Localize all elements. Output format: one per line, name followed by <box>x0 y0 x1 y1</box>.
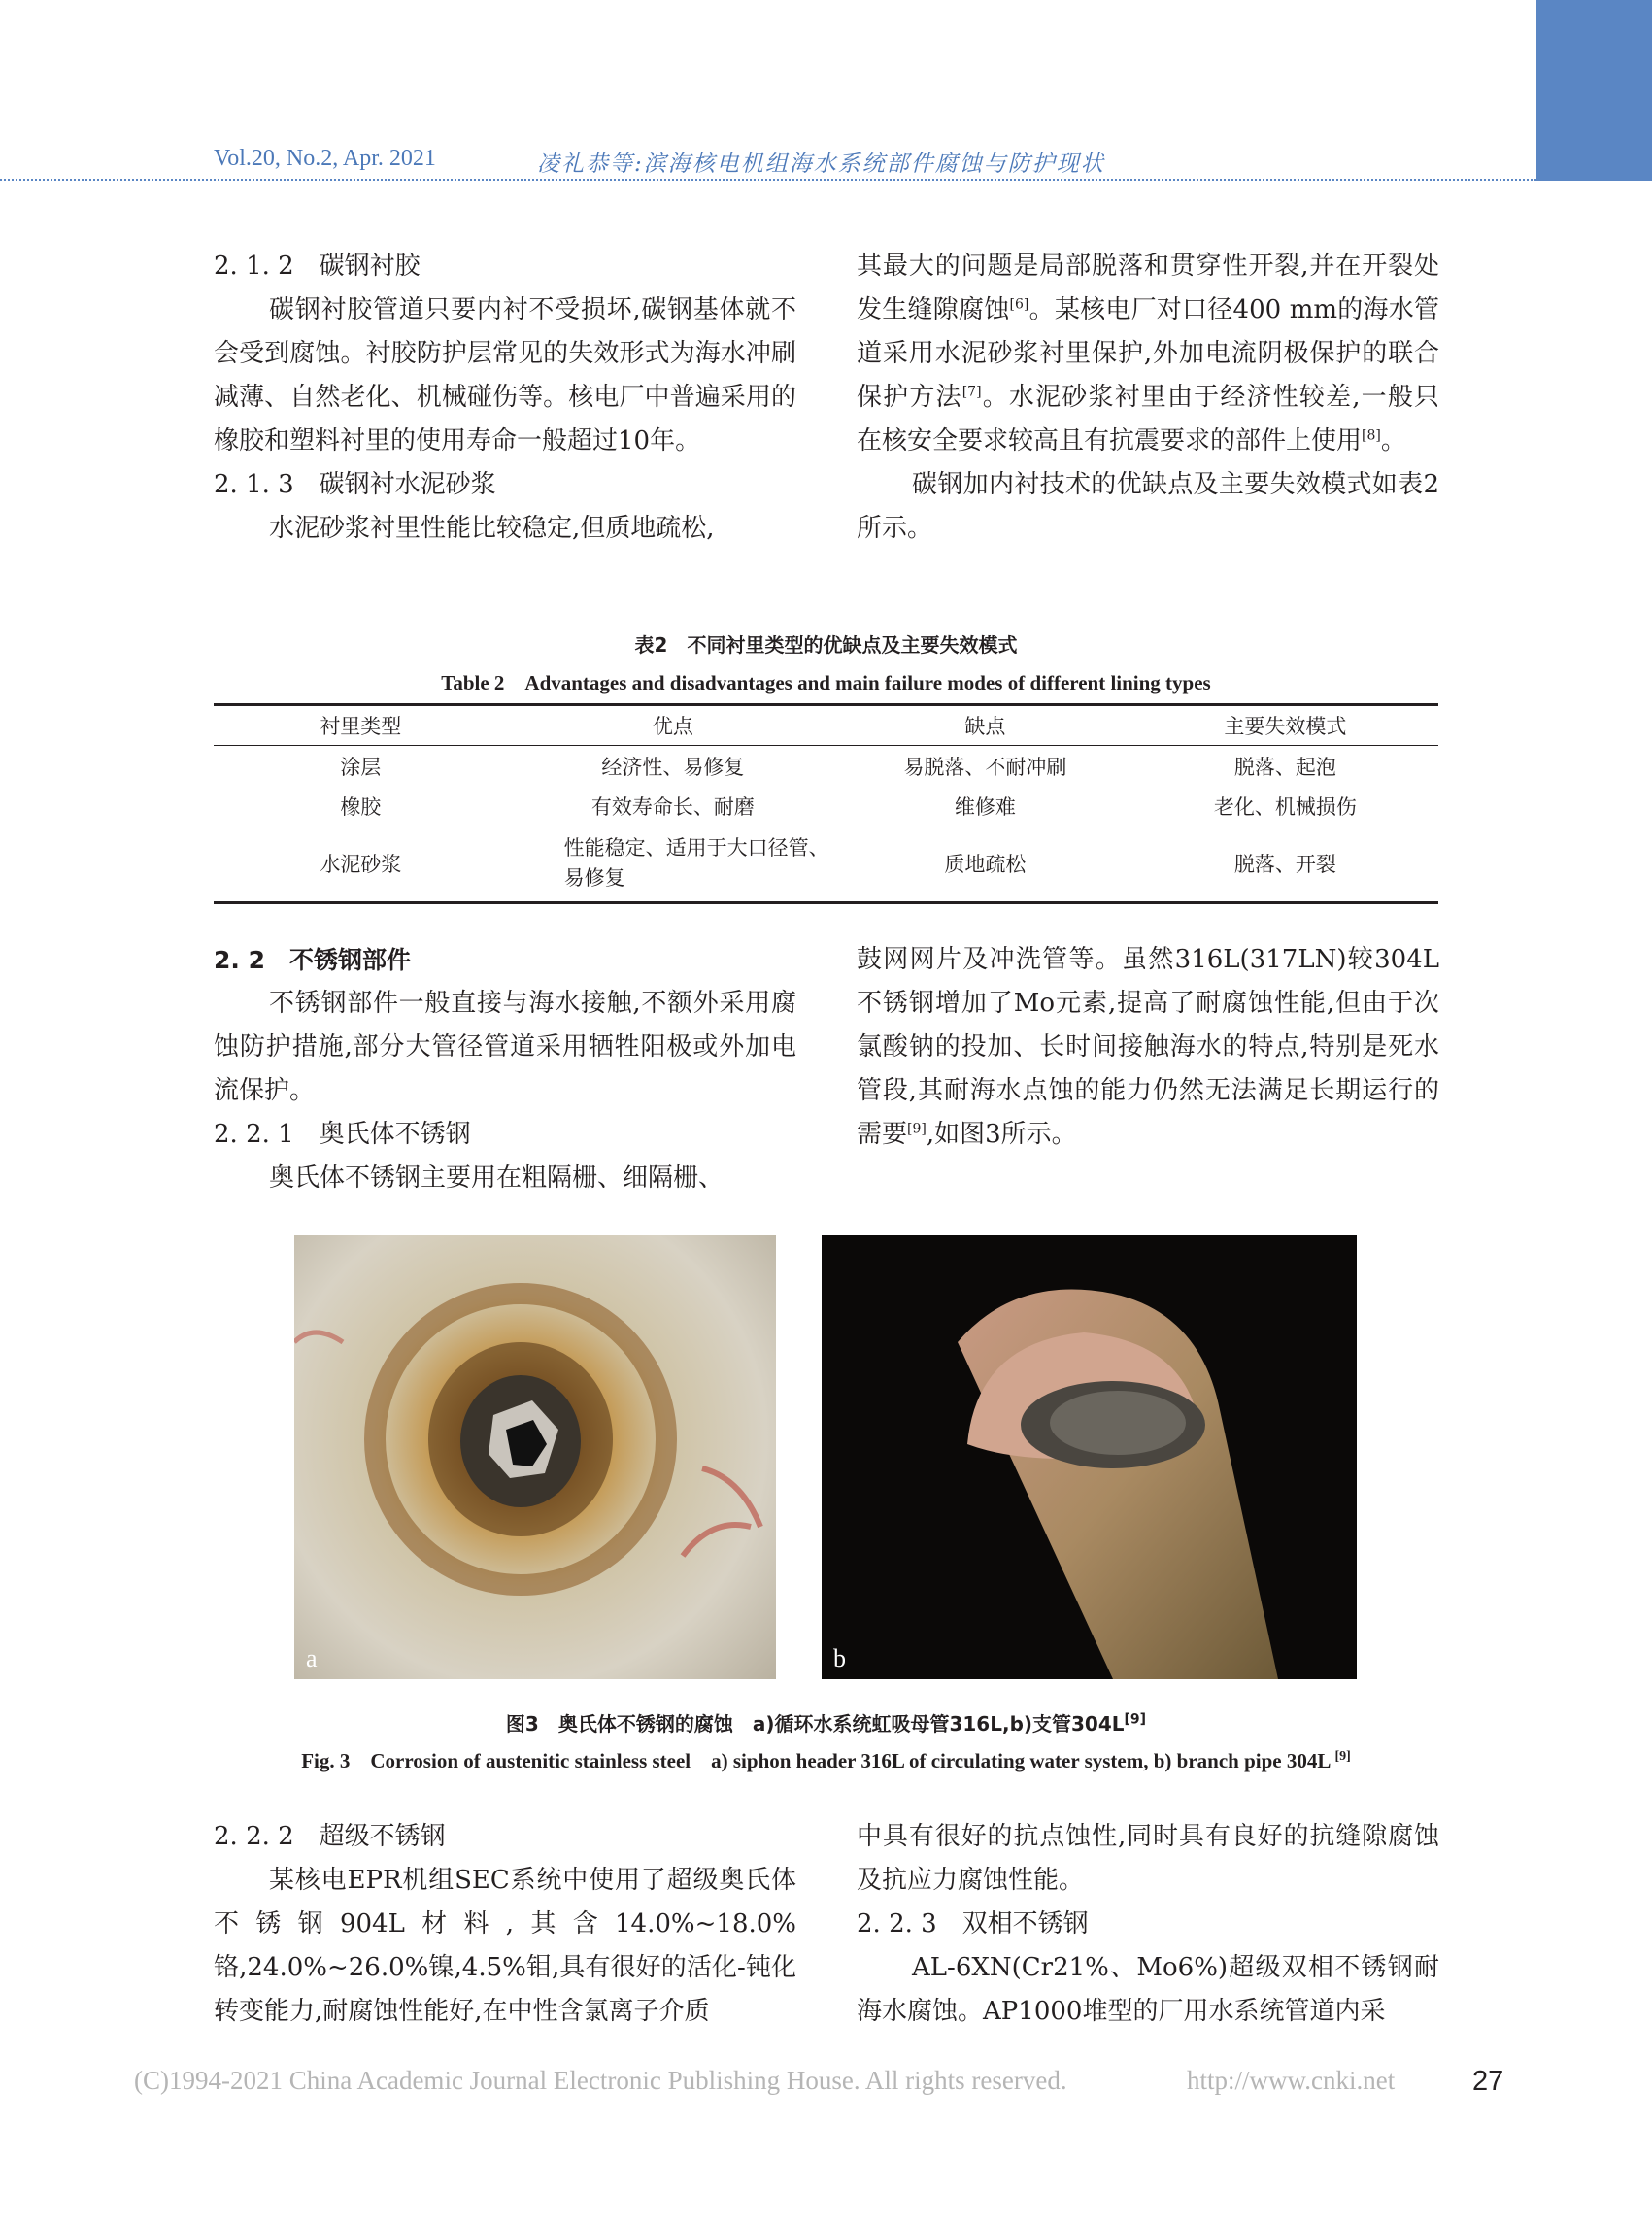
corner-color-tab <box>1536 0 1652 181</box>
table-row <box>214 746 1438 787</box>
paragraph: 碳钢衬胶管道只要内衬不受损坏,碳钢基体就不会受到腐蚀。衬胶防护层常见的失效形式为海水冲刷减薄、自然老化、机械碰伤等。核电厂中普遍采用的橡胶和塑料衬里的使用寿命一般超过10年。 <box>214 295 796 455</box>
heading-2-2: 2. 2 不锈钢部件 <box>214 946 411 974</box>
lower-right-column <box>857 1815 1439 2034</box>
table-cell: 性能稳定、适用于大口径管、易修复 <box>563 836 829 890</box>
citation: [7] <box>961 384 982 400</box>
table-cell: 水泥砂浆 <box>320 853 402 876</box>
cnki-url[interactable]: http://www.cnki.net <box>1187 2066 1396 2095</box>
middle-left-column <box>214 938 796 1200</box>
figure-caption-cn: 图3 奥氏体不锈钢的腐蚀 a)循环水系统虹吸母管316L,b)支管304L[9] <box>505 1711 1147 1736</box>
heading-2-1-2: 2. 1. 2 碳钢衬胶 <box>214 252 421 281</box>
table-cell: 易脱落、不耐冲刷 <box>903 755 1067 779</box>
table-cell: 维修难 <box>954 794 1016 819</box>
paragraph: 奥氏体不锈钢主要用在粗隔栅、细隔栅、 <box>269 1163 725 1193</box>
citation: [9] <box>907 1121 927 1137</box>
table-row <box>214 786 1438 826</box>
paragraph: 不锈钢部件一般直接与海水接触,不额外采用腐蚀防护措施,部分大管径管道采用牺牲阳极或外加电流保护。 <box>214 989 796 1105</box>
panel-label-a: a <box>306 1644 318 1672</box>
photo-siphon-header-corrosion <box>294 1235 776 1679</box>
figure-caption-en: Fig. 3 Corrosion of austenitic stainless steel a) siphon header 316L of circulating water system, b) branch pipe 304L [9] <box>301 1749 1351 1772</box>
column-header: 优点 <box>652 715 693 738</box>
table-cell: 有效寿命长、耐磨 <box>590 794 755 819</box>
column-header: 主要失效模式 <box>1224 715 1347 738</box>
table-caption-en: Table 2 Advantages and disadvantages and main failure modes of different lining types <box>441 671 1211 694</box>
citation: [9] <box>1334 1749 1351 1764</box>
citation: [8] <box>1362 427 1381 444</box>
citation: [9] <box>1124 1711 1147 1728</box>
table-cell: 橡胶 <box>340 794 382 819</box>
heading-2-2-3: 2. 2. 3 双相不锈钢 <box>857 1909 1089 1938</box>
upper-right-column <box>857 245 1439 551</box>
column-header: 缺点 <box>964 715 1006 738</box>
journal-issue: Vol.20, No.2, Apr. 2021 <box>214 146 436 171</box>
table-cell: 老化、机械损伤 <box>1213 794 1357 819</box>
running-header <box>0 144 1536 183</box>
header-dotted-rule <box>0 179 1536 181</box>
column-header: 衬里类型 <box>320 715 402 738</box>
paragraph: 鼓网网片及冲洗管等。虽然316L(317LN)较304L不锈钢增加了Mo元素,提高了耐腐蚀性能,但由于次氯酸钠的投加、长时间接触海水的特点,特别是死水管段,其耐海水点蚀的能力仍然无法满足长期运行的需要[9],如图3所示。 <box>857 945 1439 1149</box>
paragraph: 碳钢加内衬技术的优缺点及主要失效模式如表2所示。 <box>857 470 1439 543</box>
running-title: 凌礼恭等:滨海核电机组海水系统部件腐蚀与防护现状 <box>537 152 1105 177</box>
citation: [6] <box>1009 296 1029 313</box>
lower-left-column <box>214 1815 796 2034</box>
paragraph: 某核电EPR机组SEC系统中使用了超级奥氏体不锈钢904L材料,其含14.0%~18.0%铬,24.0%~26.0%镍,4.5%钼,具有很好的活化-钝化转变能力,耐腐蚀性能好,在中性含氯离子介质 <box>214 1866 796 2026</box>
table-cell: 涂层 <box>340 755 382 779</box>
copyright-notice: (C)1994-2021 China Academic Journal Electronic Publishing House. All rights reserved. <box>134 2066 1067 2095</box>
photo-branch-pipe-corrosion <box>822 1235 1357 1679</box>
paragraph: 水泥砂浆衬里性能比较稳定,但质地疏松, <box>269 514 715 543</box>
paragraph: 中具有很好的抗点蚀性,同时具有良好的抗缝隙腐蚀及抗应力腐蚀性能。 <box>857 1822 1439 1895</box>
page-number: 27 <box>1472 2066 1504 2097</box>
heading-2-1-3: 2. 1. 3 碳钢衬水泥砂浆 <box>214 470 496 499</box>
upper-left-column <box>214 245 796 551</box>
table-cell: 脱落、起泡 <box>1233 755 1336 779</box>
table-header-row <box>214 705 1438 746</box>
paragraph: 其最大的问题是局部脱落和贯穿性开裂,并在开裂处发生缝隙腐蚀[6]。某核电厂对口径400 mm的海水管道采用水泥砂浆衬里保护,外加电流阴极保护的联合保护方法[7]。水泥砂浆衬里由于经济性较差,一般只在核安全要求较高且有抗震要求的部件上使用[8]。 <box>857 252 1439 455</box>
table-cell: 质地疏松 <box>944 853 1027 876</box>
middle-right-column <box>857 938 1439 1157</box>
panel-label-b: b <box>833 1644 846 1672</box>
heading-2-2-2: 2. 2. 2 超级不锈钢 <box>214 1822 446 1851</box>
paragraph: AL-6XN(Cr21%、Mo6%)超级双相不锈钢耐海水腐蚀。AP1000堆型的厂用水系统管道内采 <box>857 1953 1439 2026</box>
table-caption-cn: 表2 不同衬里类型的优缺点及主要失效模式 <box>634 633 1018 657</box>
table-cell: 经济性、易修复 <box>601 755 745 779</box>
lining-types-table <box>214 703 1438 904</box>
table-row <box>214 826 1438 903</box>
heading-2-2-1: 2. 2. 1 奥氏体不锈钢 <box>214 1120 471 1149</box>
table-cell: 脱落、开裂 <box>1233 853 1336 876</box>
